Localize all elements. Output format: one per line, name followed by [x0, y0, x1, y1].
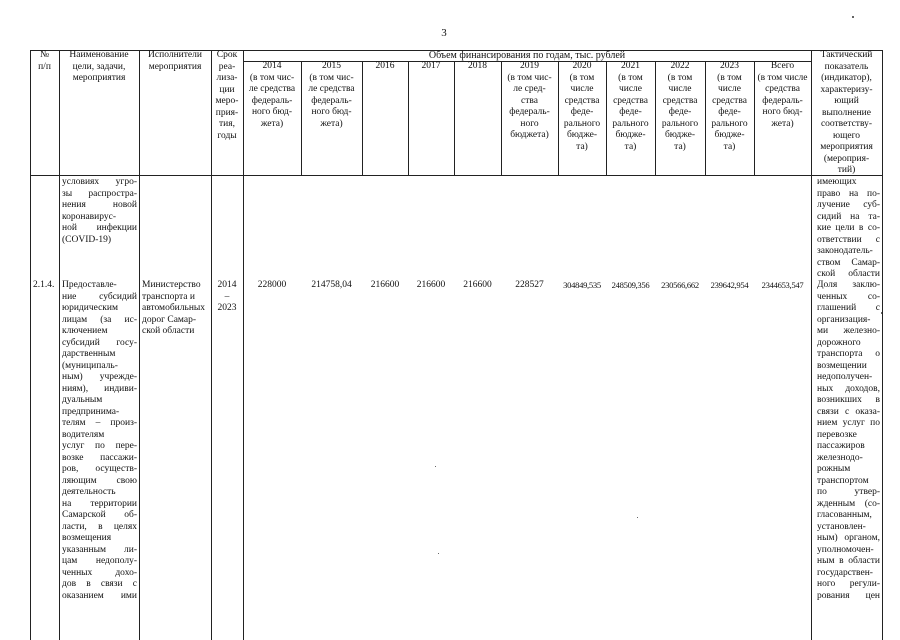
header-year-2014: 2014 (в том чис- ле средства федераль- ного бюд- жета)	[248, 61, 296, 129]
row-value-2014: 228000	[257, 280, 287, 290]
col-border	[30, 50, 31, 640]
col-border	[408, 61, 409, 175]
row-value-2023: 239642,954	[710, 280, 749, 290]
header-year-2022: 2022 (в том числе средства феде- рального бюдже- та)	[661, 61, 699, 152]
row-value-2015: 214758,04	[311, 280, 352, 290]
header-year-2023: 2023 (в том числе средства феде- рального бюдже- та)	[711, 61, 748, 152]
header-no: № п/п	[38, 50, 51, 72]
row-value-2020: 304849,535	[563, 280, 601, 290]
header-indicator: Тактический показатель (индикатор), характеризу- ющий выполнение соответству- ющего мероприятия (мероприя- тий)	[820, 50, 873, 175]
row-value-2022: 230566,662	[661, 280, 699, 290]
header-name: Наименование цели, задачи, мероприятия	[69, 50, 129, 83]
col-border	[139, 50, 140, 640]
row-value-total: 2344653,547	[761, 280, 804, 290]
header-year-2020: 2020 (в том числе средства феде- рального бюдже- та)	[563, 61, 601, 152]
col-border	[59, 50, 60, 640]
continued-row-indicator: имеющих право на по- лучение суб- сидий на та- кие цели в со- ответствии с законодатель- ством Самар- ской области	[817, 177, 880, 279]
scan-speck	[438, 553, 439, 554]
header-funding-group: Объем финансирования по годам, тыс. рублей	[428, 50, 626, 61]
row-value-2017: 216600	[416, 280, 446, 290]
continued-row-name: условиях угро- зы распростра- нения новой коронавирус- ной инфекции (COVID-19)	[62, 177, 137, 245]
header-executors: Исполнители мероприятия	[148, 50, 202, 72]
scan-speck	[637, 517, 638, 518]
row-term: 2014 – 2023	[217, 280, 237, 313]
header-year-2015: 2015 (в том чис- ле средства федераль- ного бюд- жета)	[308, 61, 355, 129]
header-year-2021: 2021 (в том числе средства феде- рального бюдже- та)	[612, 61, 649, 152]
row-value-2016: 216600	[370, 280, 400, 290]
row-indicator: Доля заклю- ченных со- глашений с организация- ми железно- дорожного транспорта о возмещении недополучен- ных доходов, возникших в связи с оказа- нием услуг по перевозке пассажиров железнодо- рожным транспортом по утвер- жденным (со- гласованным, установлен- ным) органом, уполномочен- ным в области государствен- ного регули- рования цен	[817, 280, 880, 601]
col-border	[882, 50, 883, 640]
header-term: Срок реа- лиза- ции меро- прия- тия, годы	[215, 50, 239, 141]
col-border	[362, 61, 363, 175]
page-number: 3	[441, 27, 447, 39]
scan-speck	[852, 16, 854, 18]
row-value-2018: 216600	[463, 280, 492, 290]
row-value-2019: 228527	[515, 280, 544, 290]
scan-speck	[435, 466, 436, 467]
header-bottom-border	[30, 175, 882, 176]
col-border	[454, 61, 455, 175]
col-border	[243, 50, 244, 640]
row-no: 2.1.4.	[33, 280, 55, 290]
header-year-2018: 2018	[468, 61, 487, 71]
header-year-2019: 2019 (в том чис- ле сред- ства федераль- ного бюджета)	[507, 61, 552, 140]
header-total: Всего (в том числе средства федераль- ного бюд- жета)	[757, 61, 808, 129]
row-value-2021: 248509,356	[611, 280, 650, 290]
header-year-2016: 2016	[375, 61, 395, 71]
row-executor: Министерство транспорта и автомобильных дорог Самар- ской области	[142, 280, 206, 336]
row-name: Предоставле- ние субсидий юридическим лицам (за ис- ключением субсидий госу- дарственным (муниципаль- ным) учрежде- ниям), индиви- дуальным предпринима- телям – произ- водителям услуг по пере- возке пассажи- ров, осуществ- ляющим свою деятельность на территории Самарской об- ласти, в целях возмещения указанным ли- цам недополу- ченных дохо- дов в связи с оказанием ими	[62, 280, 137, 601]
header-year-2017: 2017	[421, 61, 441, 71]
